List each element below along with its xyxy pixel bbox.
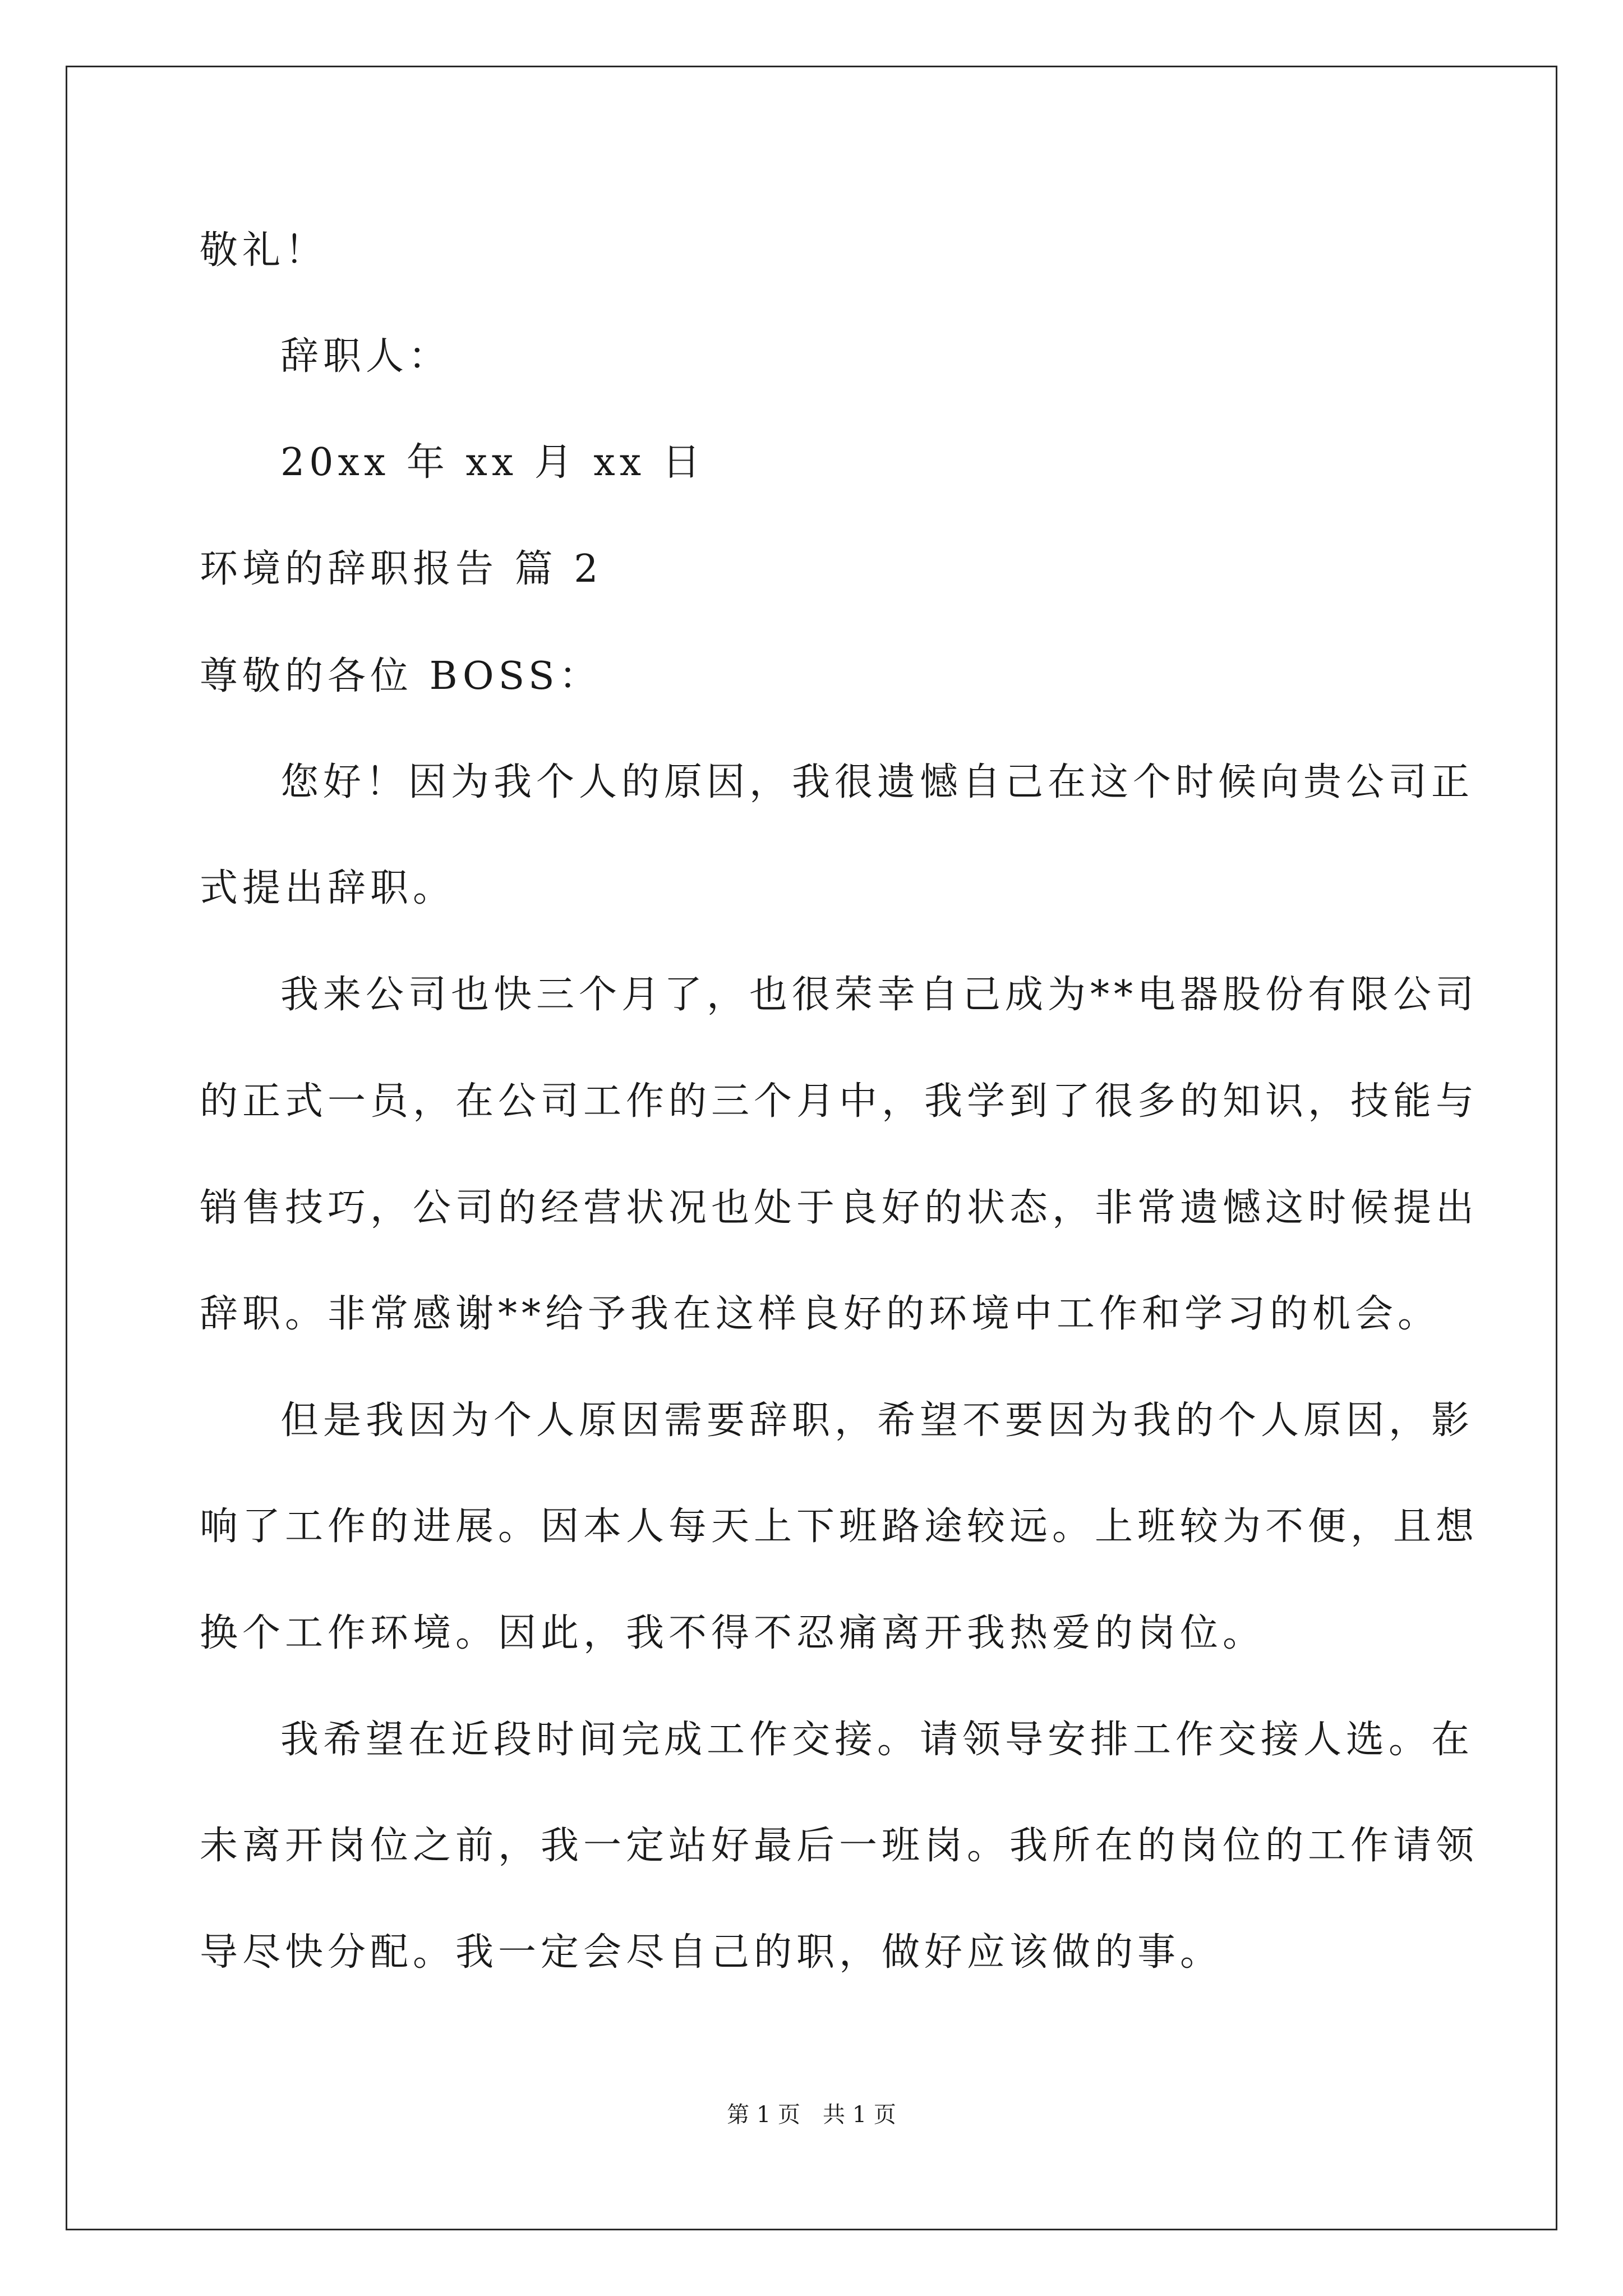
letter-greeting: 尊敬的各位 BOSS：	[200, 654, 602, 698]
signature-label: 辞职人：	[280, 334, 451, 379]
page-number-footer: 第 1 页 共 1 页	[727, 2102, 896, 2128]
paragraph-3-line-2: 响了工作的进展。因本人每天上下班路途较远。上班较为不便，且想	[200, 1504, 1479, 1549]
paragraph-1-line-2: 式提出辞职。	[200, 866, 456, 910]
paragraph-4-line-1: 我希望在近段时间完成工作交接。请领导安排工作交接人选。在	[280, 1718, 1474, 1762]
paragraph-4-line-2: 未离开岗位之前，我一定站好最后一班岗。我所在的岗位的工作请领	[200, 1824, 1479, 1868]
paragraph-4-line-3: 导尽快分配。我一定会尽自己的职，做好应该做的事。	[200, 1930, 1223, 1975]
paragraph-2-line-3: 销售技巧，公司的经营状况也处于良好的状态，非常遗憾这时候提出	[200, 1186, 1479, 1230]
signature-date: 20xx 年 xx 月 xx 日	[280, 440, 705, 485]
paragraph-2-line-1: 我来公司也快三个月了，也很荣幸自己成为**电器股份有限公司	[280, 973, 1479, 1017]
paragraph-1-line-1: 您好！因为我个人的原因，我很遗憾自己在这个时候向贵公司正	[280, 760, 1474, 804]
page-border	[66, 66, 1557, 2230]
paragraph-2-line-4: 辞职。非常感谢**给予我在这样良好的环境中工作和学习的机会。	[200, 1292, 1441, 1336]
paragraph-3-line-1: 但是我因为个人原因需要辞职，希望不要因为我的个人原因，影	[280, 1398, 1474, 1443]
closing-salutation: 敬礼！	[200, 228, 328, 273]
paragraph-3-line-3: 换个工作环境。因此，我不得不忍痛离开我热爱的岗位。	[200, 1611, 1266, 1655]
paragraph-2-line-2: 的正式一员，在公司工作的三个月中，我学到了很多的知识，技能与	[200, 1079, 1479, 1124]
section-heading: 环境的辞职报告 篇 2	[200, 547, 603, 591]
